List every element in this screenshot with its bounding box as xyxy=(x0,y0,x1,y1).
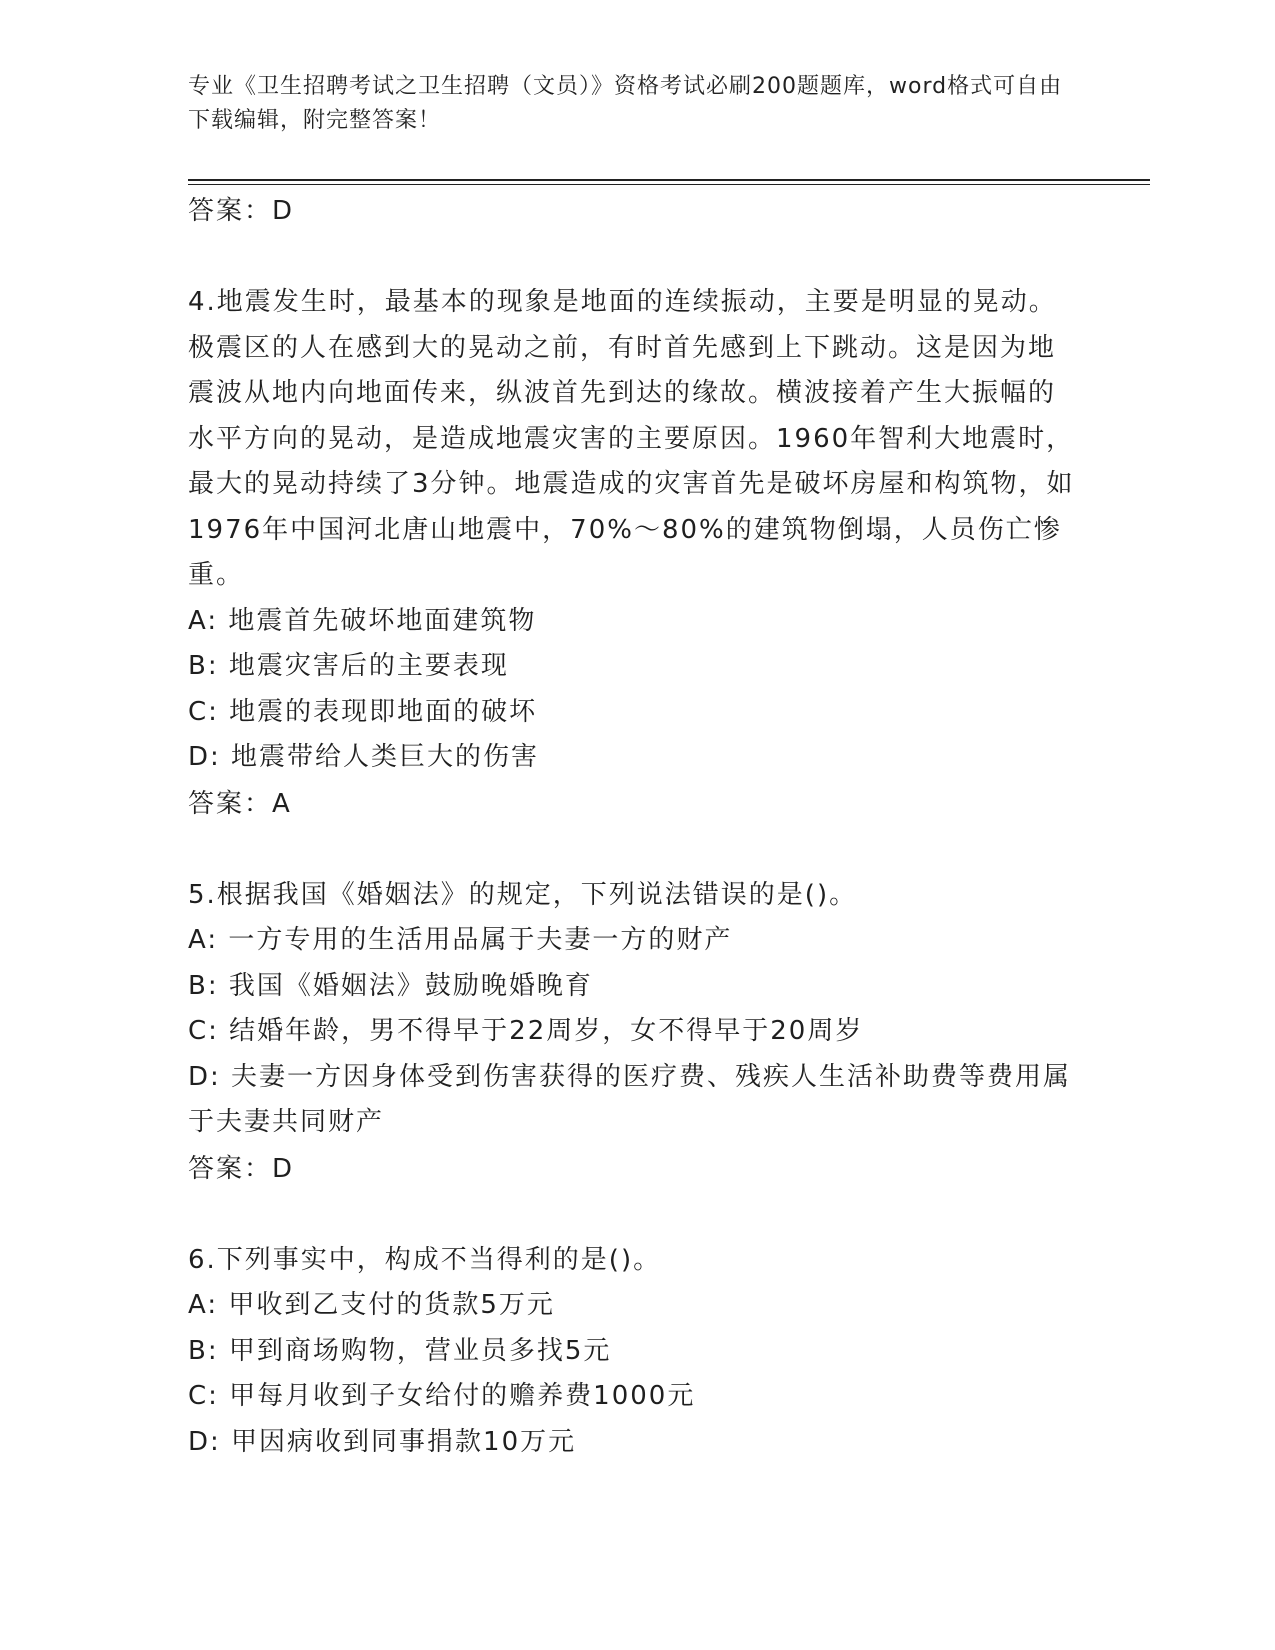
option-b: B: 甲到商场购物，营业员多找5元 xyxy=(188,1335,612,1366)
option-a: A: 地震首先破坏地面建筑物 xyxy=(188,605,537,636)
option-c: C: 甲每月收到子女给付的赡养费1000元 xyxy=(188,1381,696,1411)
option-d: D: 地震带给人类巨大的伤害 xyxy=(188,742,540,772)
question-5 xyxy=(188,873,1078,1192)
header-rule-thick xyxy=(188,179,1150,181)
question-stem: 6.下列事实中，构成不当得利的是()。 xyxy=(188,1244,662,1275)
option-b: B: 我国《婚姻法》鼓励晚婚晚育 xyxy=(188,970,593,1001)
question-list xyxy=(188,188,1078,1465)
option-a: A: 甲收到乙支付的货款5万元 xyxy=(188,1290,555,1320)
answer-line: 答案：D xyxy=(188,1153,295,1184)
question-stem: 4.地震发生时，最基本的现象是地面的连续振动，主要是明显的晃动。极震区的人在感到大的晃动之前，有时首先感到上下跳动。这是因为地震波从地内向地面传来，纵波首先到达的缘故。横波接着产生大振幅的水平方向的晃动，是造成地震灾害的主要原因。1960年智利大地震时，最大的晃动持续了3分钟。地震造成的灾害首先是破坏房屋和构筑物，如1976年中国河北唐山地震中，70%～80%的建筑物倒塌，人员伤亡惨重。 xyxy=(188,287,1075,590)
answer-line: 答案：A xyxy=(188,788,292,819)
header-rule-thin xyxy=(188,184,1150,185)
option-a: A: 一方专用的生活用品属于夫妻一方的财产 xyxy=(188,925,733,955)
option-b: B: 地震灾害后的主要表现 xyxy=(188,651,509,681)
page-header: 专业《卫生招聘考试之卫生招聘（文员）》资格考试必刷200题题库，word格式可自由下载编辑，附完整答案！ xyxy=(188,74,1063,133)
question-stem: 5.根据我国《婚姻法》的规定，下列说法错误的是()。 xyxy=(188,879,858,910)
option-c: C: 结婚年龄，男不得早于22周岁，女不得早于20周岁 xyxy=(188,1016,864,1046)
answer-line: 答案：D xyxy=(188,196,295,226)
question-4 xyxy=(188,280,1078,827)
option-d: D: 甲因病收到同事捐款10万元 xyxy=(188,1426,577,1457)
question-6 xyxy=(188,1238,1078,1466)
option-d: D: 夫妻一方因身体受到伤害获得的医疗费、残疾人生活补助费等费用属于夫妻共同财产 xyxy=(188,1061,1072,1137)
option-c: C: 地震的表现即地面的破坏 xyxy=(188,696,538,727)
